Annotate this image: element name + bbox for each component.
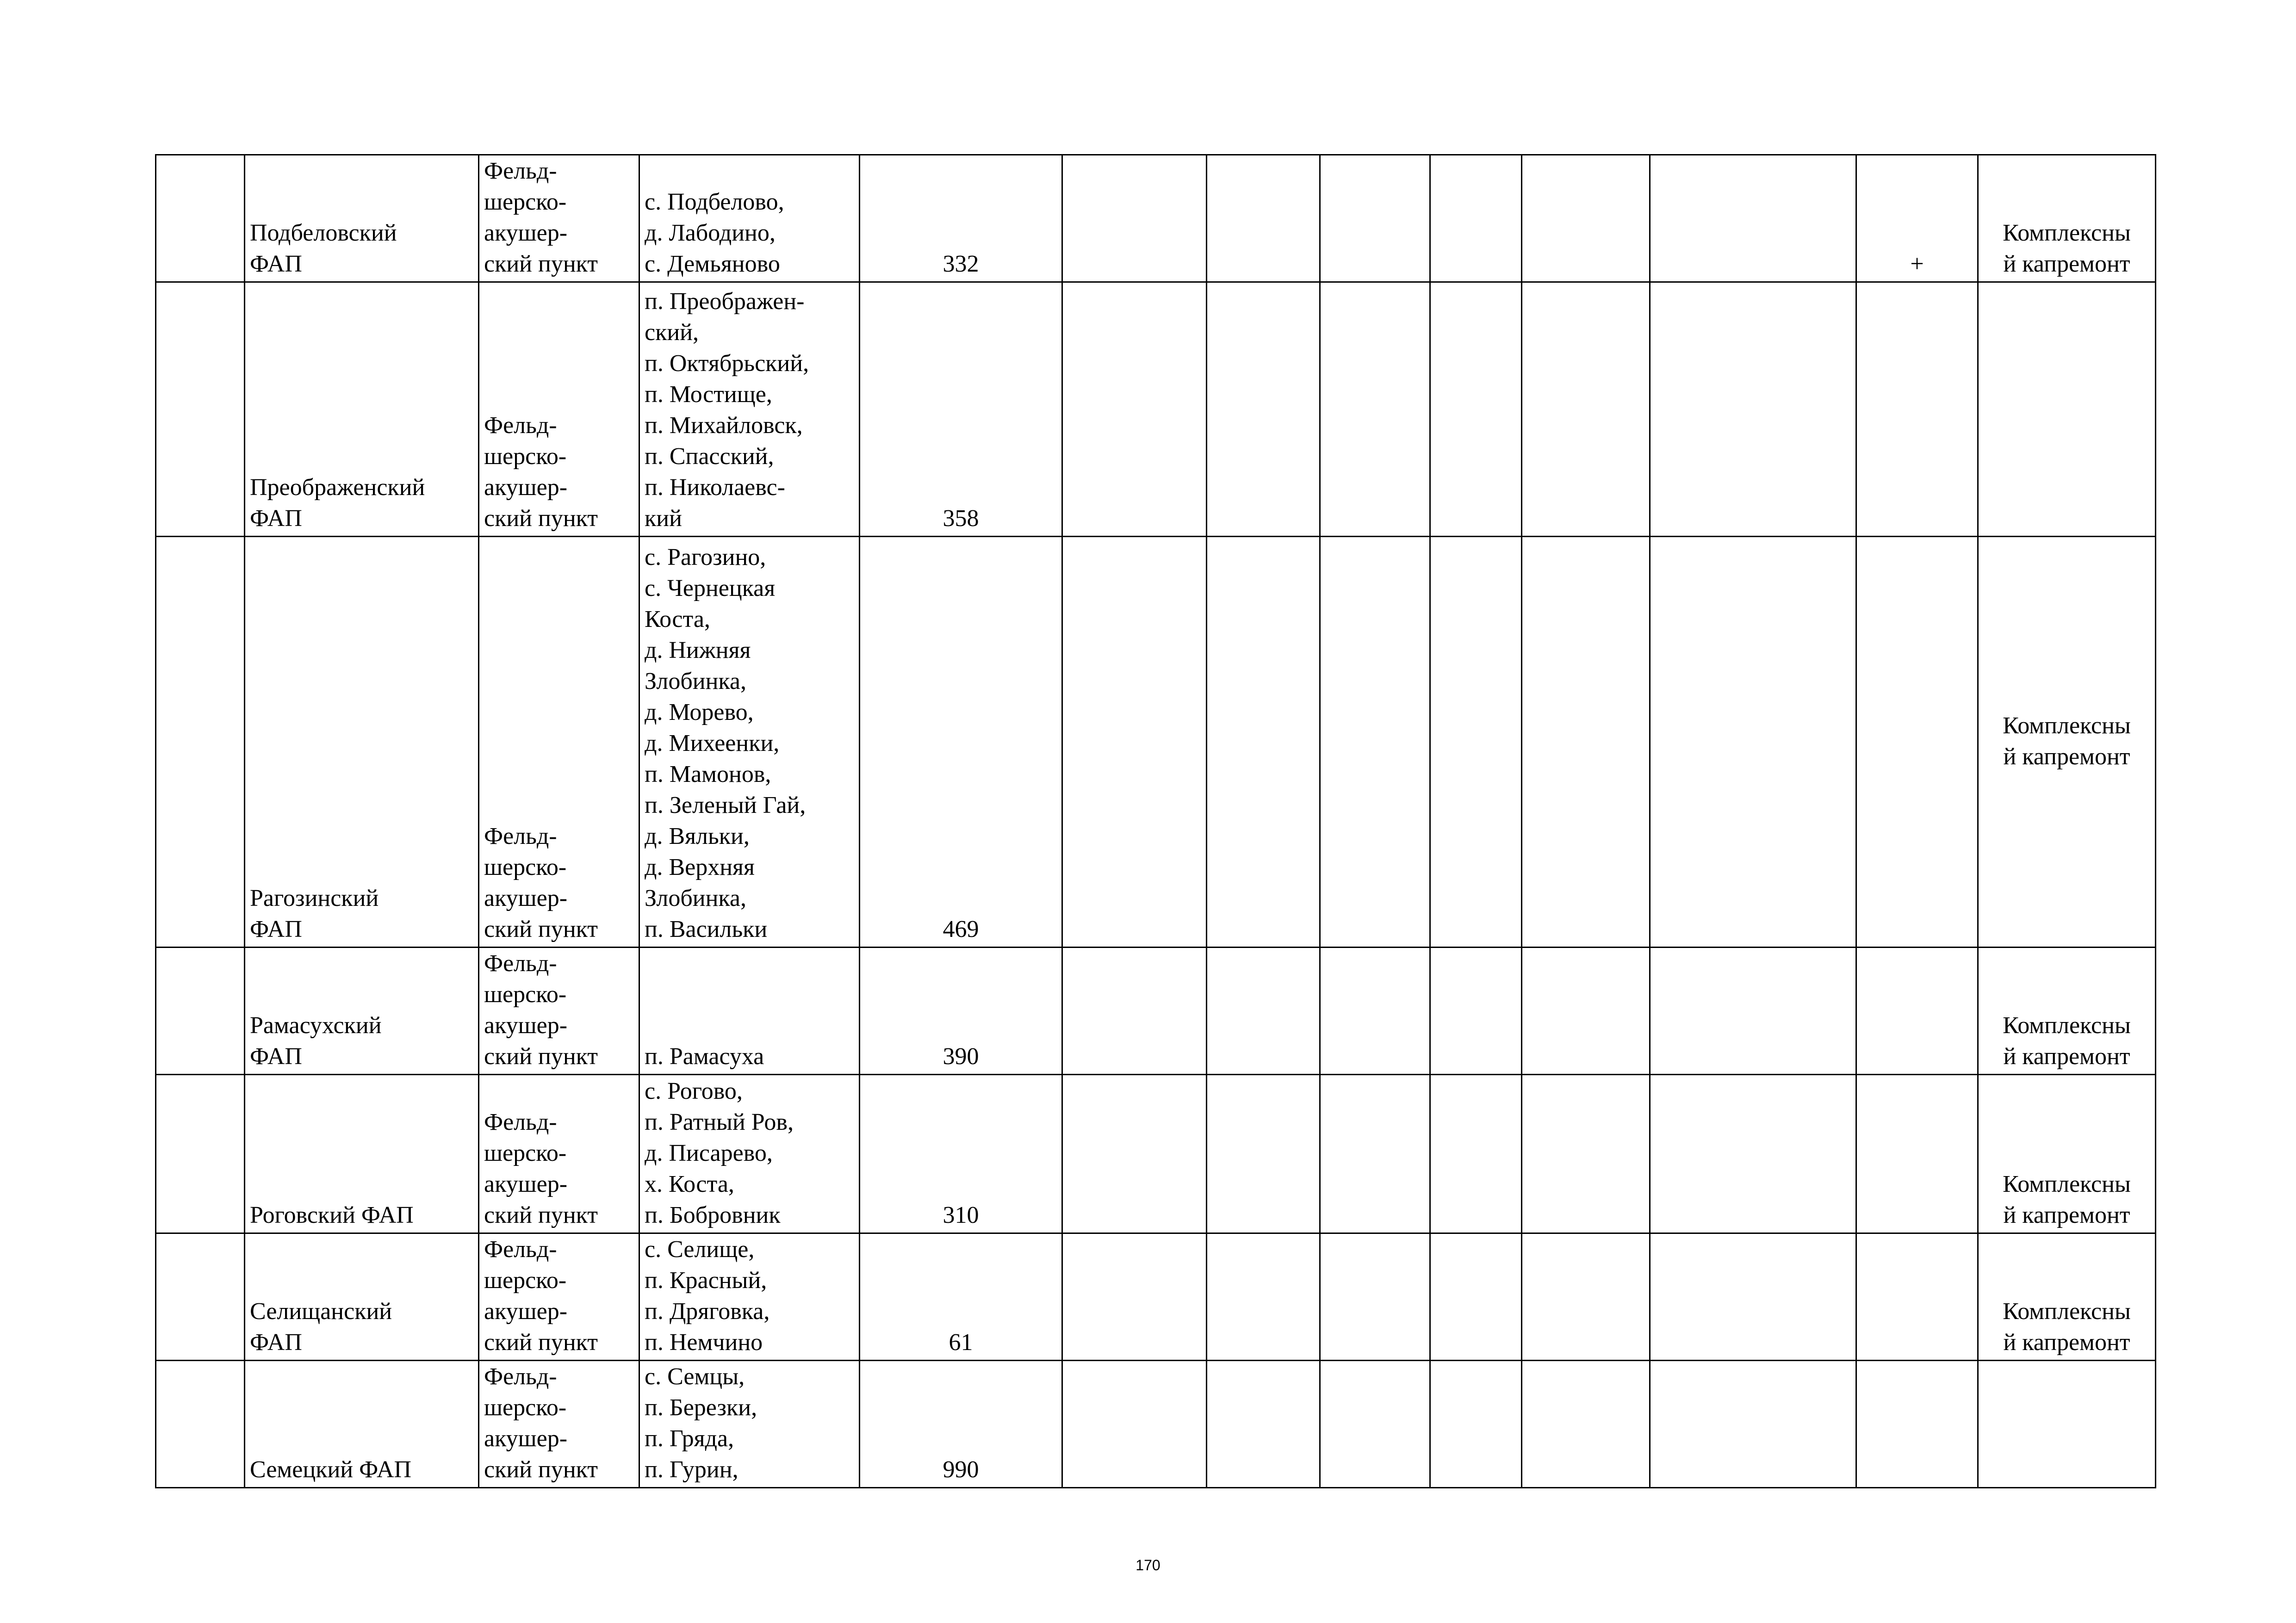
index-cell xyxy=(156,1361,245,1488)
mark-cell xyxy=(1856,1075,1978,1233)
facility-name-cell: Семецкий ФАП xyxy=(245,1361,479,1488)
note-cell: Комплексны й капремонт xyxy=(1978,1075,2156,1233)
empty-cell xyxy=(1430,537,1522,948)
empty-cell xyxy=(1062,537,1207,948)
empty-cell xyxy=(1522,1361,1650,1488)
facility-type-cell: Фельд- шерско- акушер- ский пункт xyxy=(479,537,639,948)
table-row xyxy=(156,537,2156,948)
empty-cell xyxy=(1522,155,1650,282)
note-cell xyxy=(1978,282,2156,537)
facility-name-cell: Роговский ФАП xyxy=(245,1075,479,1233)
facility-type-cell: Фельд- шерско- акушер- ский пункт xyxy=(479,155,639,282)
facility-name-cell: Рамасухский ФАП xyxy=(245,948,479,1075)
note-cell: Комплексны й капремонт xyxy=(1978,948,2156,1075)
settlements-cell: с. Селище, п. Красный, п. Дряговка, п. Немчино xyxy=(639,1233,860,1361)
empty-cell xyxy=(1430,1361,1522,1488)
table-row xyxy=(156,1361,2156,1488)
note-cell xyxy=(1978,1361,2156,1488)
empty-cell xyxy=(1650,537,1856,948)
population-cell: 990 xyxy=(860,1361,1062,1488)
table-row xyxy=(156,155,2156,282)
empty-cell xyxy=(1320,282,1430,537)
index-cell xyxy=(156,1075,245,1233)
empty-cell xyxy=(1207,537,1320,948)
mark-cell xyxy=(1856,282,1978,537)
empty-cell xyxy=(1062,948,1207,1075)
empty-cell xyxy=(1207,948,1320,1075)
index-cell xyxy=(156,155,245,282)
empty-cell xyxy=(1650,1233,1856,1361)
empty-cell xyxy=(1650,282,1856,537)
note-cell: Комплексны й капремонт xyxy=(1978,155,2156,282)
facility-name-cell: Подбеловский ФАП xyxy=(245,155,479,282)
mark-cell xyxy=(1856,537,1978,948)
index-cell xyxy=(156,1233,245,1361)
empty-cell xyxy=(1320,948,1430,1075)
empty-cell xyxy=(1650,948,1856,1075)
empty-cell xyxy=(1430,282,1522,537)
empty-cell xyxy=(1522,1233,1650,1361)
facility-type-cell: Фельд- шерско- акушер- ский пункт xyxy=(479,1233,639,1361)
table-row xyxy=(156,1233,2156,1361)
settlements-cell: с. Семцы, п. Березки, п. Гряда, п. Гурин, xyxy=(639,1361,860,1488)
empty-cell xyxy=(1062,155,1207,282)
empty-cell xyxy=(1207,1075,1320,1233)
table-row xyxy=(156,282,2156,537)
population-cell: 358 xyxy=(860,282,1062,537)
table-row xyxy=(156,948,2156,1075)
empty-cell xyxy=(1522,282,1650,537)
index-cell xyxy=(156,948,245,1075)
empty-cell xyxy=(1430,1075,1522,1233)
empty-cell xyxy=(1430,948,1522,1075)
empty-cell xyxy=(1430,155,1522,282)
index-cell xyxy=(156,282,245,537)
empty-cell xyxy=(1207,1233,1320,1361)
population-cell: 61 xyxy=(860,1233,1062,1361)
note-cell: Комплексны й капремонт xyxy=(1978,537,2156,948)
empty-cell xyxy=(1522,948,1650,1075)
empty-cell xyxy=(1207,282,1320,537)
facilities-table xyxy=(155,154,2156,1488)
table-row xyxy=(156,1075,2156,1233)
settlements-cell: п. Преображен- ский, п. Октябрьский, п. Мостище, п. Михайловск, п. Спасский, п. Николаевс- кий xyxy=(639,282,860,537)
facility-type-cell: Фельд- шерско- акушер- ский пункт xyxy=(479,1075,639,1233)
facility-type-cell: Фельд- шерско- акушер- ский пункт xyxy=(479,948,639,1075)
empty-cell xyxy=(1320,1233,1430,1361)
population-cell: 469 xyxy=(860,537,1062,948)
facility-name-cell: Рагозинский ФАП xyxy=(245,537,479,948)
mark-cell xyxy=(1856,948,1978,1075)
facility-name-cell: Селищанский ФАП xyxy=(245,1233,479,1361)
population-cell: 332 xyxy=(860,155,1062,282)
facility-type-cell: Фельд- шерско- акушер- ский пункт xyxy=(479,282,639,537)
mark-cell xyxy=(1856,1233,1978,1361)
note-cell: Комплексны й капремонт xyxy=(1978,1233,2156,1361)
population-cell: 390 xyxy=(860,948,1062,1075)
empty-cell xyxy=(1320,1361,1430,1488)
mark-cell: + xyxy=(1856,155,1978,282)
empty-cell xyxy=(1320,537,1430,948)
empty-cell xyxy=(1522,537,1650,948)
empty-cell xyxy=(1207,1361,1320,1488)
population-cell: 310 xyxy=(860,1075,1062,1233)
settlements-cell: п. Рамасуха xyxy=(639,948,860,1075)
page-number: 170 xyxy=(1136,1557,1160,1573)
settlements-cell: с. Рагозино, с. Чернецкая Коста, д. Нижняя Злобинка, д. Морево, д. Михеенки, п. Мамонов, п. Зеленый Гай, д. Вяльки, д. Верхняя Злобинка, п. Васильки xyxy=(639,537,860,948)
empty-cell xyxy=(1062,1075,1207,1233)
empty-cell xyxy=(1062,282,1207,537)
index-cell xyxy=(156,537,245,948)
empty-cell xyxy=(1062,1361,1207,1488)
settlements-cell: с. Рогово, п. Ратный Ров, д. Писарево, х. Коста, п. Бобровник xyxy=(639,1075,860,1233)
empty-cell xyxy=(1650,155,1856,282)
empty-cell xyxy=(1650,1361,1856,1488)
empty-cell xyxy=(1062,1233,1207,1361)
empty-cell xyxy=(1430,1233,1522,1361)
empty-cell xyxy=(1320,155,1430,282)
empty-cell xyxy=(1320,1075,1430,1233)
empty-cell xyxy=(1207,155,1320,282)
facility-type-cell: Фельд- шерско- акушер- ский пункт xyxy=(479,1361,639,1488)
settlements-cell: с. Подбелово, д. Лабодино, с. Демьяново xyxy=(639,155,860,282)
facility-name-cell: Преображенский ФАП xyxy=(245,282,479,537)
mark-cell xyxy=(1856,1361,1978,1488)
empty-cell xyxy=(1650,1075,1856,1233)
empty-cell xyxy=(1522,1075,1650,1233)
